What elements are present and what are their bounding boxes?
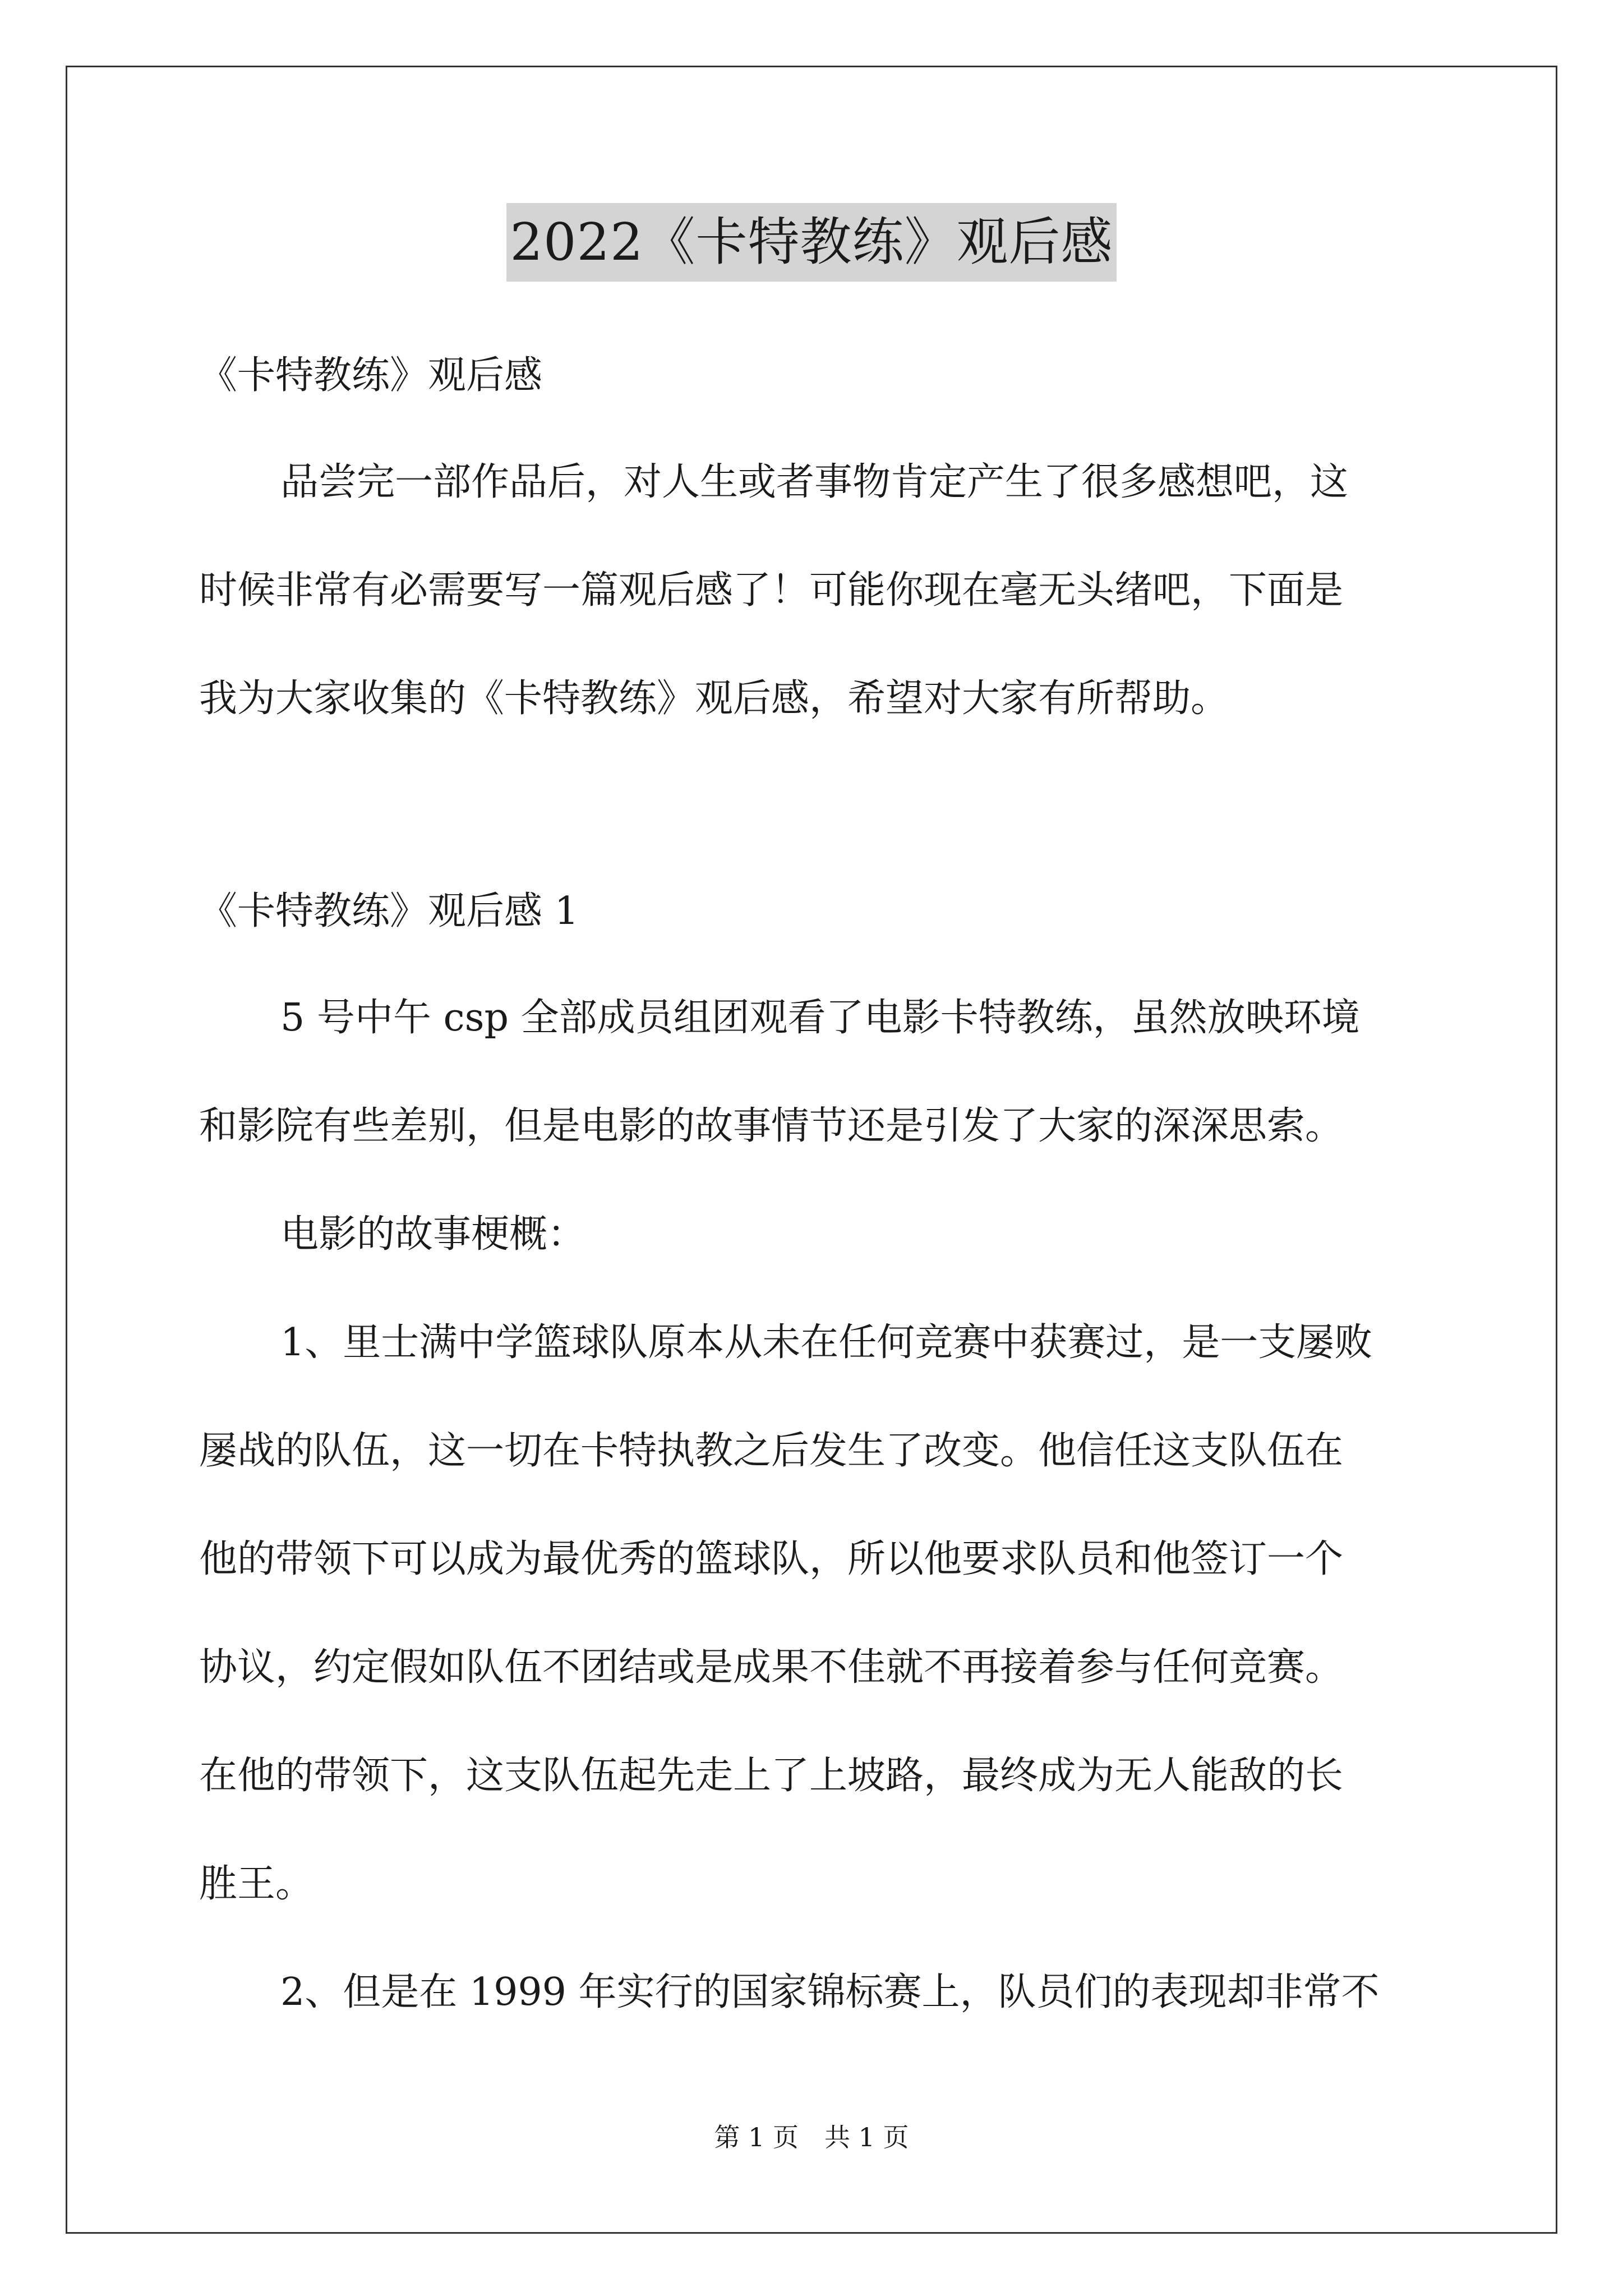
body-paragraph-line: 2、但是在 1999 年实行的国家锦标赛上，队员们的表现却非常不	[280, 1970, 1380, 2014]
body-paragraph-line: 屡战的队伍，这一切在卡特执教之后发生了改变。他信任这支队伍在	[199, 1429, 1344, 1473]
body-paragraph-line: 他的带领下可以成为最优秀的篮球队，所以他要求队员和他签订一个	[199, 1537, 1344, 1581]
body-paragraph-line: 电影的故事梗概：	[280, 1212, 586, 1257]
intro-paragraph-line: 品尝完一部作品后，对人生或者事物肯定产生了很多感想吧，这	[280, 460, 1349, 504]
section-heading: 《卡特教练》观后感 1	[199, 889, 579, 933]
body-paragraph-line: 5 号中午 csp 全部成员组团观看了电影卡特教练，虽然放映环境	[280, 996, 1360, 1040]
body-paragraph-line: 胜王。	[199, 1862, 314, 1906]
body-paragraph-line: 协议，约定假如队伍不团结或是成果不佳就不再接着参与任何竞赛。	[199, 1645, 1344, 1690]
document-title: 2022《卡特教练》观后感	[506, 203, 1116, 282]
body-paragraph-line: 在他的带领下，这支队伍起先走上了上坡路，最终成为无人能敌的长	[199, 1754, 1344, 1798]
intro-paragraph-line: 我为大家收集的《卡特教练》观后感，希望对大家有所帮助。	[199, 677, 1229, 721]
body-paragraph-line: 和影院有些差别，但是电影的故事情节还是引发了大家的深深思索。	[199, 1104, 1344, 1148]
intro-paragraph-line: 时候非常有必需要写一篇观后感了！可能你现在毫无头绪吧，下面是	[199, 568, 1344, 613]
title-container	[0, 203, 1623, 282]
body-paragraph-line: 1、里士满中学篮球队原本从未在任何竞赛中获赛过，是一支屡败	[280, 1320, 1373, 1365]
page-footer: 第 1 页 共 1 页	[714, 2122, 909, 2152]
section-heading: 《卡特教练》观后感	[199, 353, 543, 398]
